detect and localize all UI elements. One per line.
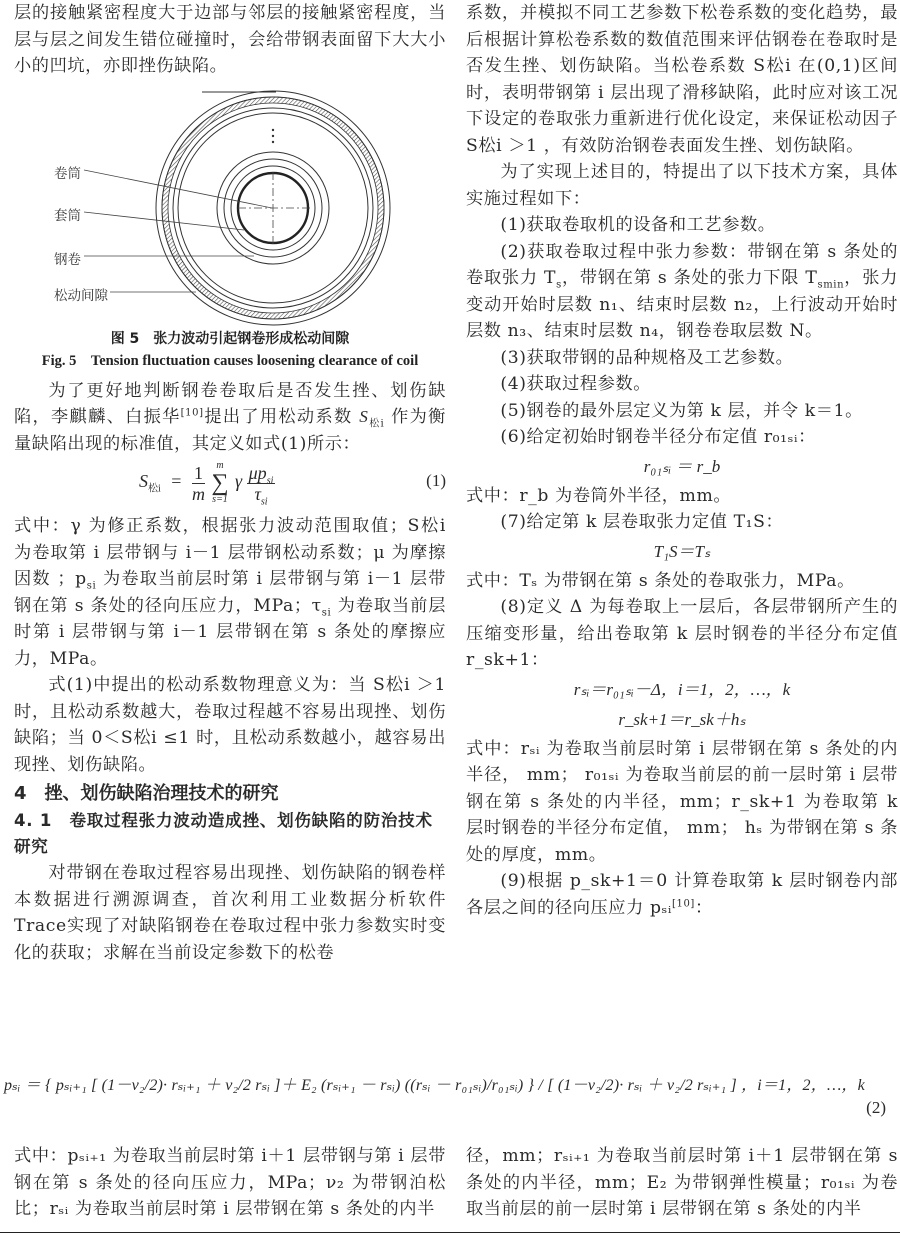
- label-coil: 钢卷: [54, 251, 81, 268]
- figure-5: [14, 86, 446, 326]
- where-ts: 式中：Tₛ 为带钢在第 s 条处的卷取张力，MPa。: [466, 570, 855, 591]
- equation-r01: r₀₁ₛᵢ ＝ r_b: [643, 456, 721, 476]
- equation-number-1: (1): [426, 471, 446, 490]
- meaning-paragraph: 式(1)中提出的松动系数物理意义为：当 S松i ＞1 时，且松动系数越大，卷取过程越不容易出现挫、划伤缺陷；当 0＜S松i ≤1 时，且松动系数越小，越容易出现挫、划伤缺陷。: [14, 675, 446, 775]
- equation-rsk: r_sk+1＝r_sk＋hₛ: [618, 709, 746, 729]
- continuation-paragraph: 系数，并模拟不同工艺参数下松卷系数的变化趋势，最后根据计算松卷系数的数值范围来评估钢卷在卷取时是否发生挫、划伤缺陷。当松卷系数 S松i 在(0,1)区间时，表明带钢第 i 层出现了滑移缺陷，此时应对该工况下设定的卷取张力重新进行优化设定，来保证松动因子 S松i ＞1 ，有效防治钢卷表面发生挫、划伤缺陷。: [466, 3, 898, 156]
- label-drum: 卷筒: [54, 165, 81, 182]
- step-9: (9)根据 p_sk+1＝0 计算卷取第 k 层时钢卷内部各层之间的径向压应力 pₛᵢ[10]：: [466, 871, 898, 918]
- where-paragraph-2-right: 径，mm；rₛᵢ₊₁ 为卷取当前层时第 i＋1 层带钢在第 s 条处的内半径，mm；E₂ 为带钢弹性模量；r₀₁ₛᵢ 为卷取当前层的前一层时第 i 层带钢在第 s 条处的内半: [466, 1146, 898, 1219]
- where-paragraph-1: 式中：γ 为修正系数，根据张力波动范围取值；S松i 为卷取第 i 层带钢与 i－1 层带钢松动系数；μ 为摩擦因数 ；$p_{si}$ 为卷取当前层时第 i 层带钢与第 i－1 层带钢在第 s 条处的径向压应力，MPa；$\tau_{si}$ 为卷取当前层时第 i 层带钢与第 i－1 层带钢在第 s 条处的摩擦应力，MPa。: [14, 516, 446, 669]
- aim-paragraph: 为了实现上述目的，特提出了以下技术方案，具体实施过程如下：: [466, 162, 898, 209]
- equation-1: $S_{松i}$ = $\frac{1}{m}$ m ∑ s=1 γ $\frac{\mu p_{si}}{\tau_{si}}$ (1): [139, 460, 446, 508]
- intro-paragraph: 层的接触紧密程度大于边部与邻层的接触紧密程度，当层与层之间发生错位碰撞时，会给带钢表面留下大大小小的凹坑，亦即挫伤缺陷。: [14, 3, 446, 76]
- citation-ref: [10]: [672, 897, 695, 909]
- right-column: [466, 0, 898, 921]
- figure-caption-cn: 图 5 张力波动引起钢卷形成松动间隙: [110, 330, 350, 347]
- equation-number-2: (2): [866, 1098, 886, 1117]
- section-heading-4: 4 挫、划伤缺陷治理技术的研究: [14, 783, 279, 804]
- equation-rsi: rₛᵢ＝r₀₁ₛᵢ－Δ，i＝1，2，…，k: [573, 679, 791, 699]
- equation-t1s: T₁S＝Tₛ: [653, 541, 711, 561]
- label-loosening-gap: 松动间隙: [54, 287, 108, 304]
- bottom-left: [14, 1143, 446, 1223]
- section-heading-4-1: 4. 1 卷取过程张力波动造成挫、划伤缺陷的防治技术研究: [14, 811, 433, 856]
- step-1: (1)获取卷取机的设备和工艺参数。: [500, 215, 776, 235]
- figure-caption-en: Fig. 5 Tension fluctuation causes loosening clearance of coil: [41, 352, 419, 369]
- label-sleeve: 套筒: [54, 207, 81, 224]
- definition-paragraph: 为了更好地判断钢卷卷取后是否发生挫、划伤缺陷，李麒麟、白振华[10]提出了用松动系数 $S_{松i}$ 作为衡量缺陷出现的标准值，其定义如式(1)所示：: [14, 380, 446, 454]
- where-rsi: 式中：rₛᵢ 为卷取当前层时第 i 层带钢在第 s 条处的内半径， mm； r₀₁ₛᵢ 为卷取当前层的前一层时第 i 层带钢在第 s 条处的内半径，mm；r_sk+1 为卷取第 k 层时钢卷的半径分布定值， mm； hₛ 为带钢在第 s 条处的厚度，mm。: [466, 738, 898, 865]
- step-7: (7)给定第 k 层卷取张力定值 T₁S：: [500, 512, 784, 532]
- step-6: (6)给定初始时钢卷半径分布定值 r₀₁ₛᵢ：: [500, 427, 816, 447]
- research-paragraph: 对带钢在卷取过程容易出现挫、划伤缺陷的钢卷样本数据进行溯源调查，首次利用工业数据分析软件Trace实现了对缺陷钢卷在卷取过程中张力参数实时变化的获取；求解在当前设定参数下的松卷: [14, 863, 446, 963]
- bottom-right: [466, 1143, 898, 1223]
- where-paragraph-2-left: 式中：pₛᵢ₊₁ 为卷取当前层时第 i＋1 层带钢与第 i 层带钢在第 s 条处的径向压应力，MPa；ν₂ 为带钢泊松比；rₛᵢ 为卷取当前层时第 i 层带钢在第 s 条处的内半: [14, 1146, 446, 1219]
- citation-ref: [10]: [180, 407, 204, 419]
- left-column: [14, 0, 446, 966]
- where-rb: 式中：r_b 为卷筒外半径，mm。: [466, 485, 732, 506]
- step-5: (5)钢卷的最外层定义为第 k 层，并令 k＝1。: [500, 400, 863, 421]
- step-3: (3)获取带钢的品种规格及工艺参数。: [500, 347, 794, 368]
- step-2: (2)获取卷取过程中张力参数：带钢在第 s 条处的卷取张力 $T_s$，带钢在第 s 条处的张力下限 $T_{smin}$，张力变动开始时层数 n₁、结束时层数 n₂，上行波动开始时层数 n₃、结束时层数 n₄，钢卷卷取层数 N。: [466, 241, 898, 341]
- equation-2: pₛᵢ ＝ { pₛᵢ₊₁ [ (1－ν₂/2)· rₛᵢ₊₁ ＋ ν₂/2 rₛᵢ ]＋ E₂ (rₛᵢ₊₁ － rₛᵢ) ((rₛᵢ － r₀₁ₛᵢ)/r₀₁ₛᵢ) } / [ (1－ν₂/2)· rₛᵢ ＋ ν₂/2 rₛᵢ₊₁ ] ，i＝1，2，…，k (2): [4, 1077, 886, 1117]
- step-8: (8)定义 Δ 为每卷取上一层后，各层带钢所产生的压缩变形量，给出卷取第 k 层时钢卷的半径分布定值 r_sk+1：: [466, 597, 898, 670]
- step-4: (4)获取过程参数。: [500, 374, 652, 394]
